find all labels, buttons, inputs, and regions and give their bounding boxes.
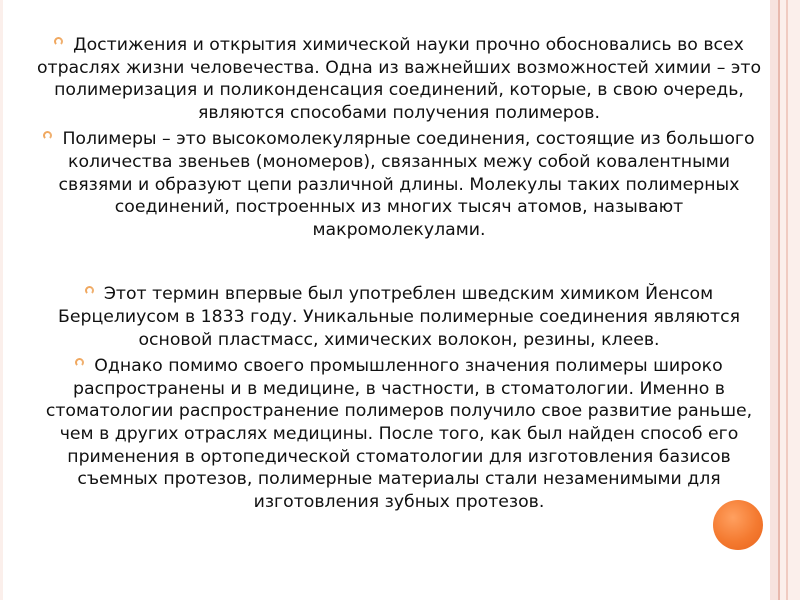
slide-right-frame-line bbox=[786, 0, 788, 600]
paragraph-4 bbox=[36, 355, 762, 513]
slide-right-frame bbox=[770, 0, 800, 600]
ring-bullet-icon bbox=[75, 358, 84, 367]
slide-body bbox=[36, 34, 762, 513]
paragraph-text: Этот термин впервые был употреблен шведским химиком Йенсом Берцелиусом в 1833 году. Уникальные полимерные соединения являются основой пластмасс, химических волокон, резины, клеев. bbox=[58, 284, 740, 350]
slide-left-frame bbox=[0, 0, 3, 600]
ring-bullet-icon bbox=[43, 131, 52, 140]
paragraph-3 bbox=[36, 283, 762, 351]
paragraph-text: Полимеры – это высокомолекулярные соединения, состоящие из большого количества звеньев (мономеров), связанных межу собой ковалентными связями и образуют цепи различной длины. Молекулы таких полимерных соединений, построенных из многих тысяч атомов, называют макромолекулами. bbox=[58, 129, 755, 240]
paragraph-1 bbox=[36, 34, 762, 124]
paragraph-2 bbox=[36, 128, 762, 241]
paragraph-text: Достижения и открытия химической науки прочно обосновались во всех отраслях жизни человечества. Одна из важнейших возможностей химии – это полимеризация и поликонденсация соединений, которые, в свою очередь, являются способами получения полимеров. bbox=[36, 35, 762, 123]
paragraph-text: Однако помимо своего промышленного значения полимеры широко распространены и в медицине, в частности, в стоматологии. Именно в стоматологии распространение полимеров получило свое развитие раньше, чем в других отраслях медицины. После того, как был найден способ его применения в ортопедической стоматологии для изготовления базисов съемных протезов, полимерные материалы стали незаменимыми для изготовления зубных протезов. bbox=[45, 356, 753, 512]
ring-bullet-icon bbox=[85, 286, 94, 295]
ring-bullet-icon bbox=[54, 37, 63, 46]
orange-circle-decoration bbox=[713, 500, 763, 550]
